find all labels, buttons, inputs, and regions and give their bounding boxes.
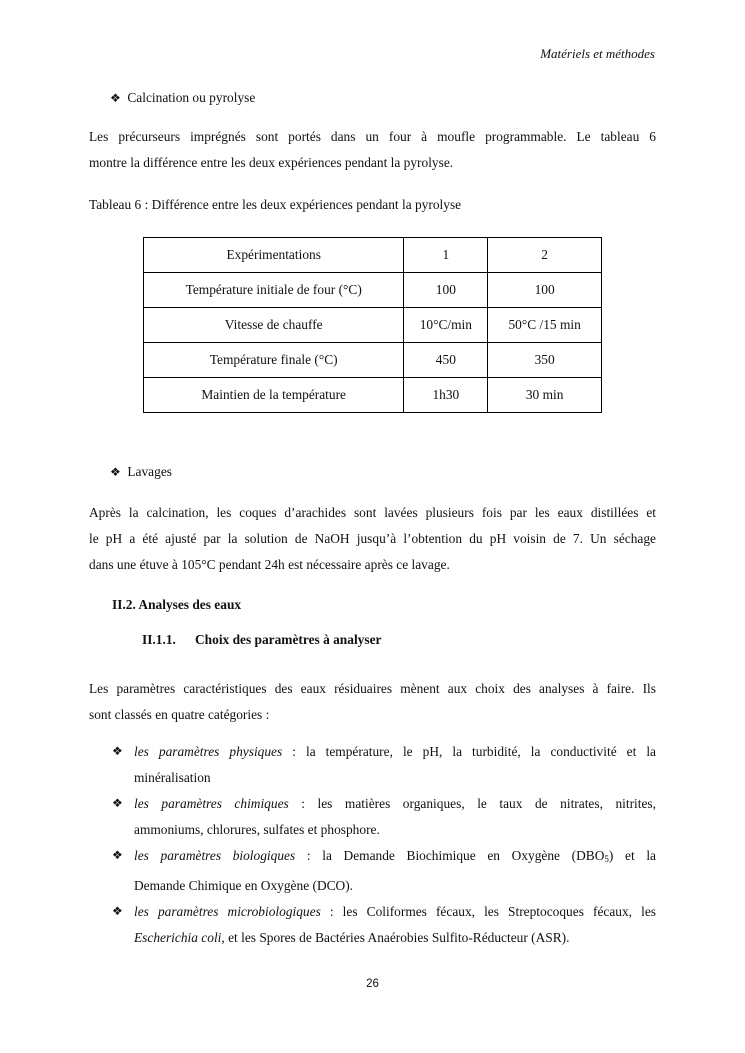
table-cell: 30 min bbox=[488, 378, 602, 413]
table-row bbox=[144, 273, 602, 308]
table-cell: Température finale (°C) bbox=[144, 343, 404, 378]
category-label: les paramètres chimiques bbox=[134, 796, 289, 811]
subsection-heading-choix bbox=[142, 632, 381, 648]
diamond-bullet-icon: ❖ bbox=[110, 91, 121, 105]
diamond-bullet-icon: ❖ bbox=[112, 796, 123, 810]
diamond-bullet-icon: ❖ bbox=[110, 465, 121, 479]
category-label: les paramètres physiques bbox=[134, 744, 283, 759]
table-cell: 1h30 bbox=[404, 378, 488, 413]
table-row bbox=[144, 378, 602, 413]
category-text: Demande Chimique en Oxygène (DCO). bbox=[134, 877, 354, 893]
lavages-line-1: Après la calcination, les coques d’arachides sont lavées plusieurs fois par les eaux distillées et bbox=[89, 505, 656, 520]
list-item bbox=[112, 843, 656, 898]
running-header: Matériels et méthodes bbox=[540, 46, 655, 61]
species-name: Escherichia coli bbox=[134, 929, 222, 945]
calcination-title: Calcination ou pyrolyse bbox=[127, 90, 256, 105]
table-cell: Température initiale de four (°C) bbox=[144, 273, 404, 308]
table-cell: 50°C /15 min bbox=[488, 308, 602, 343]
table-cell: 2 bbox=[488, 238, 602, 273]
category-text: : les matières organiques, le taux de nitrates, nitrites, bbox=[288, 796, 656, 811]
table-row bbox=[144, 238, 602, 273]
list-item bbox=[112, 899, 656, 950]
diamond-bullet-icon: ❖ bbox=[112, 848, 123, 862]
list-item bbox=[112, 739, 656, 790]
lavages-line-3: dans une étuve à 105°C pendant 24h est nécessaire après ce lavage. bbox=[89, 557, 450, 572]
category-text: : la température, le pH, la turbidité, la conductivité et la bbox=[282, 744, 656, 759]
table-cell: 450 bbox=[404, 343, 488, 378]
intro-line-2: sont classés en quatre catégories : bbox=[89, 707, 270, 722]
intro-line-1: Les paramètres caractéristiques des eaux résiduaires mènent aux choix des analyses à faire. Ils bbox=[89, 681, 656, 696]
calcination-paragraph bbox=[89, 124, 656, 176]
category-text: : la Demande Biochimique en Oxygène (DBO bbox=[295, 848, 605, 863]
subsection-title: Choix des paramètres à analyser bbox=[195, 632, 382, 647]
calcination-line-1: Les précurseurs imprégnés sont portés dans un four à moufle programmable. Le tableau 6 bbox=[89, 129, 656, 144]
category-text: , et les Spores de Bactéries Anaérobies Sulfito-Réducteur (ASR). bbox=[221, 929, 570, 945]
page-number: 26 bbox=[366, 978, 379, 990]
table-cell: Maintien de la température bbox=[144, 378, 404, 413]
category-label: les paramètres biologiques bbox=[134, 848, 296, 863]
category-text: ammoniums, chlorures, sulfates et phosphore. bbox=[134, 821, 380, 837]
categories-list bbox=[112, 739, 656, 951]
table-row bbox=[144, 343, 602, 378]
table-caption: Tableau 6 : Différence entre les deux expériences pendant la pyrolyse bbox=[89, 197, 462, 212]
bullet-heading-lavages bbox=[110, 464, 172, 480]
subscript: 5 bbox=[604, 854, 609, 864]
subsection-number: II.1.1. bbox=[142, 632, 176, 647]
table-cell: 350 bbox=[488, 343, 602, 378]
category-label: les paramètres microbiologiques bbox=[134, 904, 321, 919]
list-item bbox=[112, 791, 656, 842]
table-cell: 100 bbox=[404, 273, 488, 308]
lavages-paragraph bbox=[89, 500, 656, 578]
calcination-line-2: montre la différence entre les deux expériences pendant la pyrolyse. bbox=[89, 155, 454, 170]
intro-paragraph bbox=[89, 676, 656, 728]
diamond-bullet-icon: ❖ bbox=[112, 904, 123, 918]
category-text: minéralisation bbox=[134, 769, 211, 785]
bullet-heading-calcination bbox=[110, 90, 255, 106]
table-cell: 10°C/min bbox=[404, 308, 488, 343]
category-text: : les Coliformes fécaux, les Streptocoques fécaux, les bbox=[320, 904, 656, 919]
diamond-bullet-icon: ❖ bbox=[112, 744, 123, 758]
category-text: ) et la bbox=[608, 848, 656, 863]
lavages-line-2: le pH a été ajusté par la solution de NaOH jusqu’à l’obtention du pH voisin de 7. Un séchage bbox=[89, 531, 656, 546]
table-cell: Vitesse de chauffe bbox=[144, 308, 404, 343]
section-heading-analyses: II.2. Analyses des eaux bbox=[112, 597, 242, 612]
table-cell: 1 bbox=[404, 238, 488, 273]
table-row bbox=[144, 308, 602, 343]
table-cell: 100 bbox=[488, 273, 602, 308]
table-cell: Expérimentations bbox=[144, 238, 404, 273]
pyrolysis-table bbox=[143, 237, 602, 413]
lavages-title: Lavages bbox=[127, 464, 172, 479]
